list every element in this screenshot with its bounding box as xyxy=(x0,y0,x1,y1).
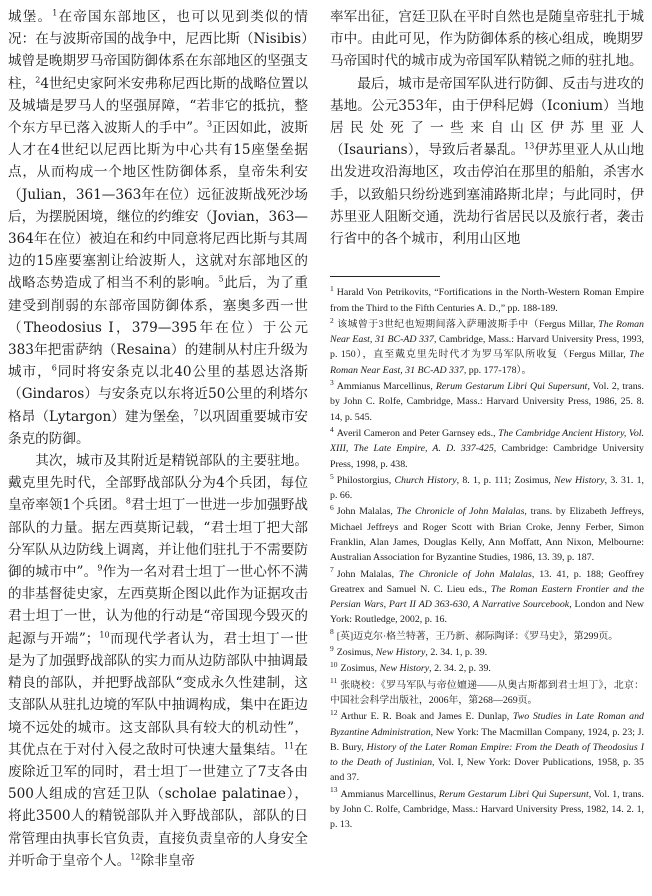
text-run: , 3. 31. 1, p. 66. xyxy=(330,474,644,502)
footnote xyxy=(330,645,644,660)
italic-title: Two Studies in Late Roman and Byzantine Administration xyxy=(330,711,644,738)
text-run: 在废除近卫军的同时，君士坦丁一世建立了7支各由500人组成的宫廷卫队（scholae palatinae），将此3500人的精锐部队并入野战部队，部队的日常管理由执事长官负责，直接负责皇帝的人身安全并听命于皇帝个人。 xyxy=(8,741,308,869)
footnote-ref: 9 xyxy=(97,563,103,573)
text-run: John Malalas, xyxy=(336,506,397,518)
text-run: 正因如此，波斯人才在4世纪以尼西比斯为中心共有15座堡垒据点，从而构成一个地区性防御体系，皇帝朱利安（Julian，361—363年在位）远征波斯战死沙场后，为摆脱困境，继位的约维安（Jovian，363—364年在位）被迫在和约中同意将尼西比斯与其周边的15座要塞割让给波斯人，这就对东部地区的战略态势造成了相当不利的影响。 xyxy=(8,120,308,292)
text-run: , 13. 41, p. 188; Geoffrey Greatrex and Samuel N. C. Lieu eds., xyxy=(330,568,644,595)
italic-title: The Chronicle of John Malalas xyxy=(396,506,525,518)
footnote-number: 8 xyxy=(330,627,334,637)
footnote-number: 2 xyxy=(330,315,334,325)
footnote-ref: 2 xyxy=(35,75,41,85)
text-run: , pp. 177-178）。 xyxy=(463,364,532,376)
footnotes xyxy=(330,285,644,832)
footnote-number: 4 xyxy=(330,424,334,434)
italic-title: History of the Later Roman Empire: From the Death of Theodosius I to the Death of Justinian xyxy=(330,741,644,769)
text-run: John Malalas, xyxy=(336,568,399,580)
text-run: Harald Von Petrikovits, “Fortifications in the North-Western Roman Empire from the Third to the Fifth Centuries A. D.,” pp. 188-189. xyxy=(330,287,644,314)
footnote xyxy=(330,379,644,425)
footnote-number: 11 xyxy=(330,676,338,686)
footnote-number: 13 xyxy=(330,785,338,795)
text-run: 最后，城市是帝国军队进行防御、反击与进攻的基地。公元353年，由于伊科尼姆（Iconium）当地居民处死了一些来自山区伊苏里亚人（Isaurians），导致后者暴乱。 xyxy=(330,75,644,159)
footnote xyxy=(330,629,644,644)
text-run: 4世纪史家阿米安弗称尼西比斯的战略位置以及城墙是罗马人的坚强屏障，“若非它的抵抗，整个东方早已落入波斯人的手中”。 xyxy=(8,75,308,137)
italic-title: Church History xyxy=(394,474,457,486)
footnote-ref: 6 xyxy=(51,363,57,373)
text-run: Ammianus Marcellinus, xyxy=(336,381,436,393)
footnote-number: 7 xyxy=(330,565,334,575)
text-run: , 2. 34. 2, p. 39. xyxy=(429,663,491,675)
footnote xyxy=(330,787,644,833)
text-run: 作为一名对君士坦丁一世心怀不满的非基督徒史家，左西莫斯企图以此作为证据攻击君士坦丁一世，认为他的行动是“帝国现今毁灭的起源与开端”； xyxy=(8,564,308,647)
text-run: Averil Cameron and Peter Garnsey eds., xyxy=(336,427,499,439)
italic-title: New History xyxy=(554,474,605,486)
footnote-ref: 3 xyxy=(206,119,213,129)
text-run: , Cambridge: Cambridge University Press, 1998, p. 438. xyxy=(330,443,644,470)
text-run: , London and New York: Routledge, 2002, p. 16. xyxy=(330,599,644,626)
text-run: , trans. by Elizabeth Jeffreys, Michael Jeffreys and Roger Scott with Brian Croke, Jenny Ferber, Simon Franklin, Alan James, Douglas Kelly, Ann Moffatt, Ann Nixon, Melbourne: Australian Association for Byzantine Studies, 1986, 13. 39, p. 187. xyxy=(330,506,644,564)
text-run: 以巩固重要城市安条克的防御。 xyxy=(8,408,308,447)
text-run: 伊苏里亚人从山地出发进攻沿海地区，攻击停泊在那里的船舶，杀害水手，以致船只纷纷逃到塞浦路斯北岸；与此同时，伊苏里亚人阻断交通，洗劫行省居民以及旅行者，袭击行省中的各个城市，利用山区地 xyxy=(330,142,644,248)
footnote-ref: 13 xyxy=(524,141,535,151)
italic-title: The Roman Eastern Frontier and the Persian Wars, Part II AD 363-630, A Narrative Sourcebook xyxy=(330,583,644,611)
italic-title: Rerum Gestarum Libri Qui Supersunt xyxy=(438,788,589,800)
footnote xyxy=(330,504,644,565)
footnote-rule xyxy=(330,276,440,277)
text-run: 此后，为了重建受到削弱的东部帝国防御体系，塞奥多西一世（Theodosius I，379—395年在位）于公元383年把雷萨纳（Resaina）的建制从村庄升级为城市， xyxy=(8,275,308,381)
footnote xyxy=(330,567,644,628)
footnote xyxy=(330,709,644,785)
italic-title: The Chronicle of John Malalas xyxy=(398,568,532,580)
footnote xyxy=(330,678,644,709)
footnote xyxy=(330,426,644,472)
text-run: , Cambridge, Mass.: Harvard University Press, 1993, p. 150），直至戴克里先时代才为罗马军队所收复（Fergus Millar, xyxy=(330,334,644,361)
text-run: , New York: The Macmillan Company, 1924, p. 23; J. B. Bury, xyxy=(330,726,644,753)
italic-title: The Roman Near East, 31 BC-AD 337 xyxy=(330,318,644,346)
text-run: [英]迈克尔·格兰特著，王乃新、郝际陶译：《罗马史》，第299页。 xyxy=(336,630,619,642)
text-run: Arthur E. R. Boak and James E. Dunlap, xyxy=(340,711,513,723)
right-column xyxy=(330,6,644,894)
footnote xyxy=(330,285,644,316)
text-run: 君士坦丁一世进一步加强野战部队的力量。据左西莫斯记载，“君士坦丁把大部分军队从边防线上调离，并让他们驻扎于不需要防御的城市中”。 xyxy=(8,497,308,581)
italic-title: New History xyxy=(379,663,430,675)
text-run: 率军出征，宫廷卫队在平时自然也是随皇帝驻扎于城市中。由此可见，作为防御体系的核心组成，晚期罗马帝国时代的城市成为帝国军队精锐之师的驻扎地。 xyxy=(330,9,644,70)
right-body-text xyxy=(330,6,644,250)
text-run: Philostorgius, xyxy=(336,474,395,486)
footnote xyxy=(330,473,644,504)
text-run: 除非皇帝 xyxy=(140,852,195,869)
footnote-ref: 11 xyxy=(284,741,295,751)
footnote-ref: 5 xyxy=(218,274,224,284)
text-run: Ammianus Marcellinus, xyxy=(340,788,439,800)
left-column xyxy=(8,6,308,894)
body-paragraph xyxy=(330,6,644,73)
text-run: , Vol. 2, trans. by John C. Rolfe, Cambridge, Mass.: Harvard University Press, 1986, 25. 8. 14, p. 545. xyxy=(330,381,644,423)
footnote-number: 3 xyxy=(330,377,334,387)
footnote-ref: 7 xyxy=(193,408,199,418)
footnote-number: 1 xyxy=(330,283,334,293)
text-run: 城堡。 xyxy=(8,9,53,25)
text-run: 而现代学者认为，君士坦丁一世是为了加强野战部队的实力而从边防部队中抽调最精良的部队，并把野战部队“变成永久性建制，这支部队从驻扎边境的军队中抽调构成，集中在距边境不远处的城市。这支部队具有较大的机动性”，其优点在于对付入侵之敌时可快速大量集结。 xyxy=(8,630,308,758)
text-run: 其次，城市及其附近是精锐部队的主要驻地。戴克里先时代，全部野战部队分为4个兵团，每位皇帝率领1个兵团。 xyxy=(8,453,308,514)
italic-title: The Roman Near East, 31 BC-AD 337 xyxy=(330,349,644,376)
text-run: 张晓校：《罗马军队与帝位嬗递——从奥古斯都到君士坦丁》，北京：中国社会科学出版社，2006年，第268—269页。 xyxy=(330,679,644,706)
text-run: 该城曾于3世纪也短期间落入萨珊波斯手中（Fergus Millar, xyxy=(336,318,599,330)
footnote-ref: 1 xyxy=(52,8,58,18)
text-run: , Vol. 1, trans. by John C. Rolfe, Cambridge, Mass.: Harvard University Press, 1982, 14. 2. 1, p. 13. xyxy=(330,788,644,831)
text-run: 在帝国东部地区，也可以见到类似的情况：在与波斯帝国的战争中，尼西比斯（Nisibis）城曾是晚期罗马帝国防御体系在东部地区的坚强支柱， xyxy=(8,9,308,92)
body-paragraph xyxy=(330,73,644,251)
body-paragraph xyxy=(8,450,308,872)
footnote-ref: 8 xyxy=(125,496,131,506)
footnote-ref: 10 xyxy=(99,630,110,640)
italic-title: New History xyxy=(375,647,426,659)
footnote-number: 6 xyxy=(330,503,334,513)
text-run: Zosimus, xyxy=(340,663,380,675)
footnote xyxy=(330,317,644,378)
text-run: , 2. 34. 1, p. 39. xyxy=(425,647,488,659)
footnote-number: 5 xyxy=(330,471,334,481)
footnote-number: 12 xyxy=(330,707,338,717)
body-paragraph xyxy=(8,6,308,450)
footnote-ref: 12 xyxy=(130,852,141,862)
text-run: , Vol. I, New York: Dover Publications, 1958, p. 35 and 37. xyxy=(330,757,644,784)
italic-title: Rerum Gestarum Libri Qui Supersunt xyxy=(435,381,588,393)
italic-title: The Cambridge Ancient History, Vol. XIII, The Late Empire, A. D. 337-425 xyxy=(330,427,644,455)
footnote-number: 9 xyxy=(330,643,334,653)
text-run: 同时将安条克以北40公里的基恩达洛斯（Gindaros）与安条克以东将近50公里的利塔尔格昂（Lytargon）建为堡垒， xyxy=(8,364,308,425)
footnote xyxy=(330,661,644,676)
text-run: , 8. 1, p. 111; Zosimus, xyxy=(456,474,555,486)
text-run: Zosimus, xyxy=(336,647,376,659)
footnote-number: 10 xyxy=(330,660,338,670)
